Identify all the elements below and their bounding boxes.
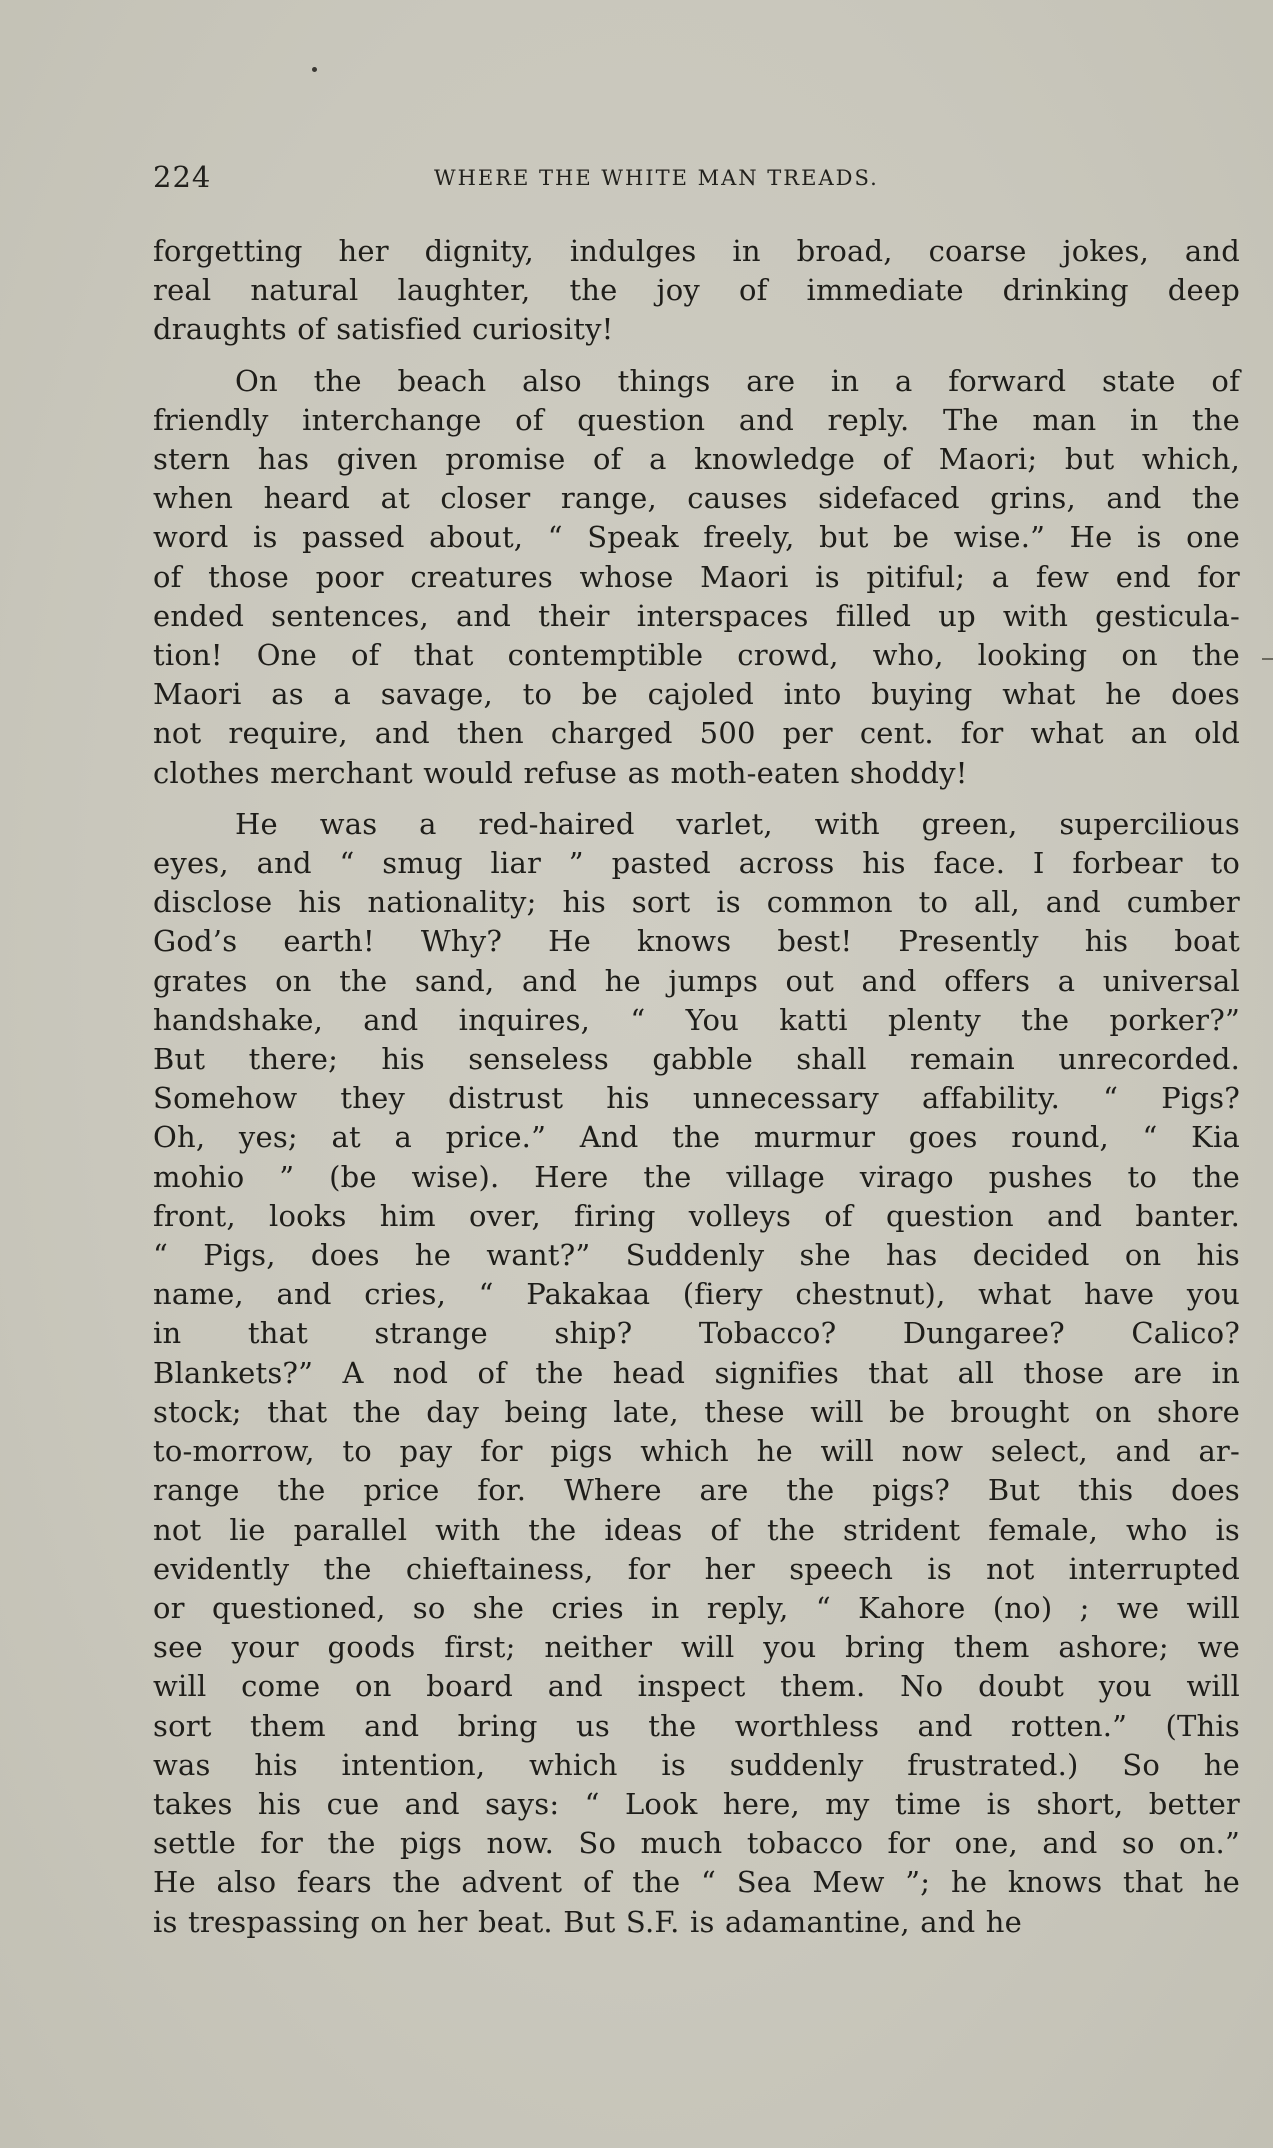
text-line: evidently the chieftainess, for her speech is not interrupted <box>153 1551 1240 1586</box>
body-text <box>153 232 1240 1954</box>
text-line: disclose his nationality; his sort is common to all, and cumber <box>153 885 1240 920</box>
text-line: He was a red-haired varlet, with green, supercilious <box>235 806 1240 841</box>
text-line: eyes, and “ smug liar ” pasted across his face. I forbear to <box>153 846 1240 881</box>
text-line: not require, and then charged 500 per cent. for what an old <box>153 716 1240 751</box>
text-line: Oh, yes; at a price.” And the murmur goes round, “ Kia <box>153 1120 1240 1155</box>
text-line: forgetting her dignity, indulges in broad, coarse jokes, and <box>153 234 1240 268</box>
text-line: “ Pigs, does he want?” Suddenly she has decided on his <box>153 1238 1240 1273</box>
text-line: see your goods first; neither will you bring them ashore; we <box>153 1630 1240 1665</box>
text-line: takes his cue and says: “ Look here, my time is short, better <box>153 1786 1240 1821</box>
text-line: settle for the pigs now. So much tobacco for one, and so on.” <box>153 1826 1240 1861</box>
page-header <box>153 160 1243 200</box>
text-line: in that strange ship? Tobacco? Dungaree? Calico? <box>153 1316 1240 1351</box>
ink-speck <box>312 67 317 72</box>
text-line: not lie parallel with the ideas of the strident female, who is <box>153 1512 1240 1547</box>
text-line: God’s earth! Why? He knows best! Presently his boat <box>153 924 1240 959</box>
text-line: tion! One of that contemptible crowd, who, looking on the <box>153 638 1240 673</box>
page-edge-mark <box>1262 658 1273 660</box>
text-line: ended sentences, and their interspaces filled up with gesticula- <box>153 598 1240 633</box>
text-line: On the beach also things are in a forward state of <box>235 363 1240 398</box>
text-line: will come on board and inspect them. No doubt you will <box>153 1669 1240 1704</box>
text-line: word is passed about, “ Speak freely, but be wise.” He is one <box>153 520 1240 555</box>
running-title: WHERE THE WHITE MAN TREADS. <box>434 166 879 190</box>
text-line: range the price for. Where are the pigs? But this does <box>153 1473 1240 1508</box>
text-line: Blankets?” A nod of the head signifies that all those are in <box>153 1355 1240 1390</box>
text-line: grates on the sand, and he jumps out and offers a universal <box>153 963 1240 998</box>
text-line: name, and cries, “ Pakakaa (fiery chestnut), what have you <box>153 1277 1240 1312</box>
text-line: sort them and bring us the worthless and rotten.” (This <box>153 1708 1240 1743</box>
text-line: draughts of satisfied curiosity! <box>153 312 614 347</box>
text-line: or questioned, so she cries in reply, “ Kahore (no) ; we will <box>153 1590 1240 1625</box>
text-line: front, looks him over, firing volleys of question and banter. <box>153 1198 1240 1233</box>
text-line: Maori as a savage, to be cajoled into buying what he does <box>153 677 1240 712</box>
paragraph-1 <box>153 232 1240 350</box>
text-line: real natural laughter, the joy of immediate drinking deep <box>153 273 1240 308</box>
text-line: was his intention, which is suddenly frustrated.) So he <box>153 1747 1240 1782</box>
text-line: handshake, and inquires, “ You katti plenty the porker?” <box>153 1002 1240 1037</box>
text-line: But there; his senseless gabble shall remain unrecorded. <box>153 1042 1240 1077</box>
text-line: Somehow they distrust his unnecessary affability. “ Pigs? <box>153 1081 1240 1116</box>
text-line: stock; that the day being late, these will be brought on shore <box>153 1394 1240 1429</box>
text-line: mohio ” (be wise). Here the village virago pushes to the <box>153 1159 1240 1194</box>
text-line: of those poor creatures whose Maori is pitiful; a few end for <box>153 559 1240 594</box>
paragraph-2 <box>153 362 1240 793</box>
paragraph-3 <box>153 805 1240 1942</box>
page-number: 224 <box>153 160 212 194</box>
text-line: stern has given promise of a knowledge of Maori; but which, <box>153 442 1240 477</box>
text-line: to-morrow, to pay for pigs which he will now select, and ar- <box>153 1434 1240 1469</box>
text-line: when heard at closer range, causes sidefaced grins, and the <box>153 481 1240 516</box>
text-line: is trespassing on her beat. But S.F. is adamantine, and he <box>153 1904 1023 1939</box>
text-line: friendly interchange of question and reply. The man in the <box>153 402 1240 437</box>
text-line: He also fears the advent of the “ Sea Mew ”; he knows that he <box>153 1865 1240 1900</box>
text-line: clothes merchant would refuse as moth-eaten shoddy! <box>153 755 968 790</box>
